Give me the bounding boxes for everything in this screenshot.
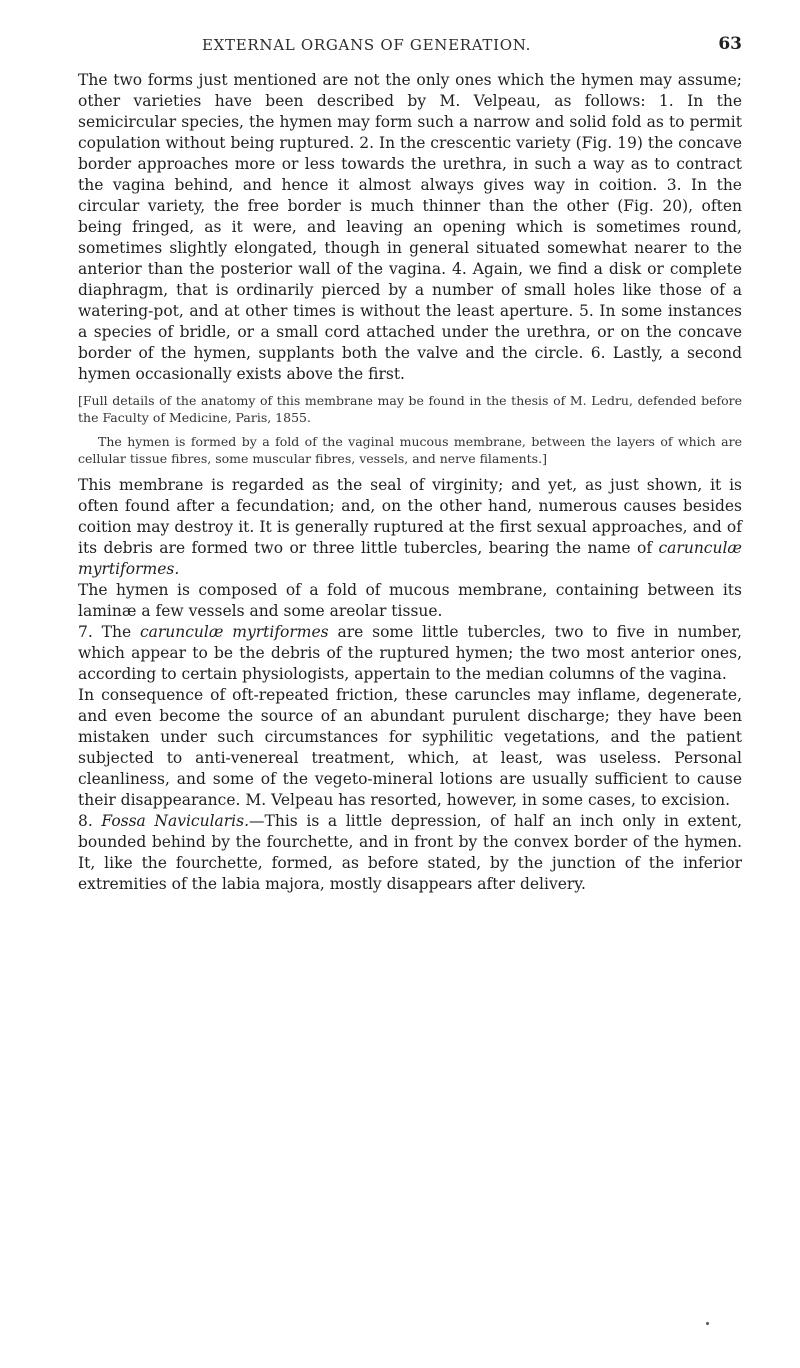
running-head: EXTERNAL ORGANS OF GENERATION. [202, 36, 532, 54]
section-number: 8. [78, 812, 102, 830]
paragraph-fossa-navicularis [78, 811, 742, 895]
paragraph-text: —This is a little depression, of half an inch only in extent, bounded behind by the fourchette, and in front by the convex border of the hymen. It, like the fourchette, formed, as before stated, by the junction of the inferior extremities of the labia majora, mostly disappears after delivery. [78, 812, 743, 893]
ink-speck [706, 1322, 709, 1325]
italic-term: carunculæ myrtiformes [139, 623, 329, 641]
paragraph-hymen-composition: The hymen is composed of a fold of mucous membrane, containing between its laminæ a few vessels and some areolar tissue. [78, 581, 742, 620]
paragraph-seal-of-virginity [78, 475, 742, 580]
italic-term: carunculæ myrtiformes. [78, 539, 742, 578]
paragraph-text: are some little tubercles, two to five in number, which appear to be the debris of the ruptured hymen; the two most anterior ones, according to certain physiologists, appertain to the median columns of the vagina. [78, 623, 742, 683]
page-header [78, 28, 742, 58]
paragraph-caruncle-inflammation: In consequence of oft-repeated friction, these caruncles may inflame, degenerate, and even become the source of an abundant purulent discharge; they have been mistaken under such circumstances for syphilitic vegetations, and the patient subjected to anti-venereal treatment, which, at least, was useless. Personal cleanliness, and some of the vegeto-mineral lotions are usually sufficient to cause their disappearance. M. Velpeau has resorted, however, in some cases, to excision. [78, 686, 742, 809]
section-number: 7. The [78, 623, 140, 641]
footnote-ledru: [Full details of the anatomy of this membrane may be found in the thesis of M. Ledru, defended before the Faculty of Medicine, Paris, 1855. [78, 393, 742, 425]
section-heading: Fossa Navicularis. [101, 812, 250, 830]
paragraph-hymen-varieties: The two forms just mentioned are not the only ones which the hymen may assume; other varieties have been described by M. Velpeau, as follows: 1. In the semicircular species, the hymen may form such a narrow and solid fold as to permit copulation without being ruptured. 2. In the crescentic variety (Fig. 19) the concave border approaches more or less towards the urethra, in such a way as to contract the vagina behind, and hence it almost always gives way in coition. 3. In the circular variety, the free border is much thinner than the other (Fig. 20), often being fringed, as it were, and leaving an opening which is sometimes round, sometimes slightly elongated, though in general situated somewhat nearer to the anterior than the posterior wall of the vagina. 4. Again, we find a disk or complete diaphragm, that is ordinarily pierced by a number of small holes like those of a watering-pot, and at other times is without the least aperture. 5. In some instances a species of bridle, or a small cord attached under the urethra, or on the concave border of the hymen, supplants both the valve and the circle. 6. Lastly, a second hymen occasionally exists above the first. [78, 71, 742, 383]
page-number: 63 [718, 34, 742, 54]
book-page [78, 28, 742, 895]
paragraph-text: This membrane is regarded as the seal of virginity; and yet, as just shown, it is often found after a fecundation; and, on the other hand, numerous causes besides coition may destroy it. It is generally ruptured at the first sexual approaches, and of its debris are formed two or three little tubercles, bearing the name of [78, 476, 742, 557]
footnote-hymen-structure: The hymen is formed by a fold of the vaginal mucous membrane, between the layers of which are cellular tissue fibres, some muscular fibres, vessels, and nerve filaments.] [78, 434, 742, 466]
paragraph-carunculae [78, 622, 742, 685]
